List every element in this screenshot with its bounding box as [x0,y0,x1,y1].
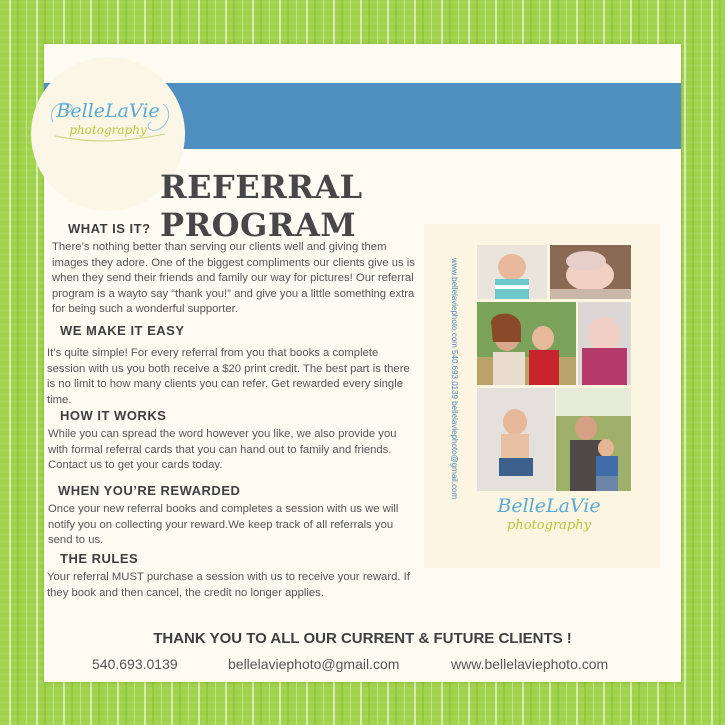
section-heading-rewarded: WHEN YOU’RE REWARDED [58,483,241,498]
logo-brand: BelleLaVie [56,100,160,122]
section-body-how: While you can spread the word however you like, we also provide you with formal referral cards that you can hand out to family and friends. Contact us to get your cards today. [48,428,397,471]
section-heading-rules: THE RULES [60,551,139,566]
footer-website[interactable]: www.bellelaviephoto.com [451,656,609,672]
section-heading-what: WHAT IS IT? [68,221,151,236]
footer-email[interactable]: bellelaviephoto@gmail.com [228,656,400,672]
photo-newborn-hat [550,245,631,299]
card-brand: BelleLaVie [497,495,601,517]
logo-tagline: photography [69,123,147,137]
card-contact-text: www.bellelaviephoto.com 540.693.0139 bellelaviephoto@gmail.com [450,258,459,500]
footer-phone: 540.693.0139 [92,656,178,672]
section-body-rewarded: Once your new referral books and completes a session with us we will notify you on collecting your reward.We keep track of all referrals you send to us. [48,503,399,546]
card-contact-vertical [448,258,460,538]
photo-baby-sitting [477,245,547,299]
photo-mother-son [477,302,576,385]
page-title: REFERRAL PROGRAM [160,168,363,244]
section-heading-easy: WE MAKE IT EASY [60,323,185,338]
section-heading-how: HOW IT WORKS [60,408,167,423]
photo-father-son [556,388,631,491]
card-tagline: photography [507,518,591,533]
photo-newborn-sleeping [578,302,631,385]
section-body-rules: Your referral MUST purchase a session with us to receive your reward. If they book and then cancel, the credit no longer applies. [47,571,410,599]
thank-you-line: THANK YOU TO ALL OUR CURRENT & FUTURE CLIENTS ! [153,630,572,647]
section-body-easy: It’s quite simple! For every referral from you that books a complete session with us you both receive a $20 print credit. The best part is there is no limit to how many clients you can refer. Get rewarded every single time. [47,347,410,406]
photo-toddler [477,388,555,491]
section-body-what: There’s nothing better than serving our clients well and giving them images they adore. One of the biggest compliments our clients give us is when they send their friends and family our way for pictures! Our referral program is a wayto say “thank you!” and give you a little something extra for being such a wonderful supporter. [52,241,415,315]
